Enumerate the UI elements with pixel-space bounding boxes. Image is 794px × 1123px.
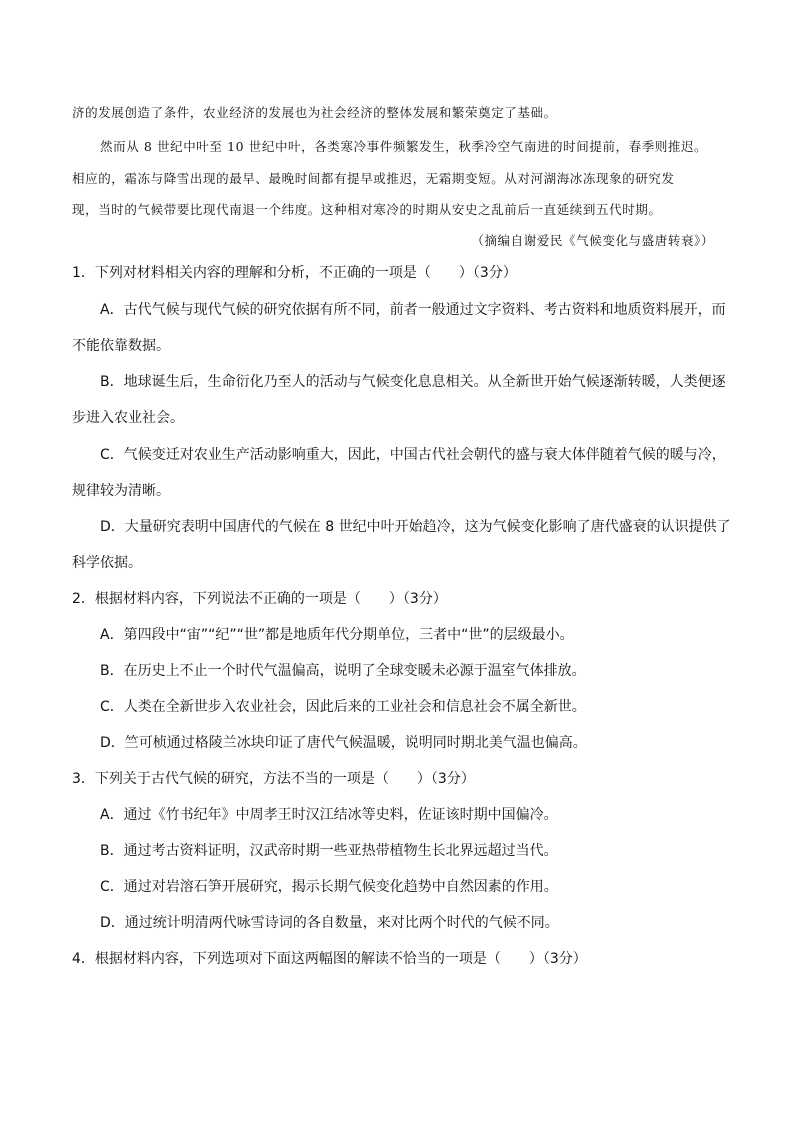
option-line: B．地球诞生后，生命衍化乃至人的活动与气候变化息息相关。从全新世开始气候逐渐转暖，人类便逐 — [100, 374, 726, 390]
option-line: C．通过对岩溶石笋开展研究，揭示长期气候变化趋势中自然因素的作用。 — [100, 879, 558, 895]
option-line: A．古代气候与现代气候的研究依据有所不同，前者一般通过文字资料、考古资料和地质资料展开，而 — [100, 302, 726, 318]
question-stem: 2．根据材料内容，下列说法不正确的一项是（ ）（3分） — [72, 591, 447, 607]
citation: （摘编自谢爱民《气候变化与盛唐转衰》） — [471, 233, 714, 248]
question-stem: 4．根据材料内容，下列选项对下面这两幅图的解读不恰当的一项是（ ）（3分） — [72, 951, 587, 967]
option-line: B．通过考古资料证明，汉武帝时期一些亚热带植物生长北界远超过当代。 — [100, 843, 558, 859]
option-line: D．大量研究表明中国唐代的气候在 8 世纪中叶开始趋冷，这为气候变化影响了唐代盛衰的认识提供了 — [100, 519, 731, 535]
passage-line: 现，当时的气候带要比现代南退一个纬度。这种相对寒冷的时期从安史之乱前后一直延续到五代时期。 — [72, 202, 662, 217]
option-line: 科学依据。 — [72, 555, 142, 571]
option-line: 不能依靠数据。 — [72, 338, 170, 354]
question-stem: 1．下列对材料相关内容的理解和分析，不正确的一项是（ ）（3分） — [72, 265, 517, 281]
option-line: 规律较为清晰。 — [72, 483, 170, 499]
option-line: A．通过《竹书纪年》中周孝王时汉江结冰等史料，佐证该时期中国偏冷。 — [100, 807, 558, 823]
passage-line: 济的发展创造了条件，农业经济的发展也为社会经济的整体发展和繁荣奠定了基础。 — [72, 105, 557, 120]
passage-line: 相应的，霜冻与降雪出现的最早、最晚时间都有提早或推迟，无霜期变短。从对河湖海冰冻现象的研究发 — [72, 171, 675, 186]
option-line: B．在历史上不止一个时代气温偏高，说明了全球变暖未必源于温室气体排放。 — [100, 663, 586, 679]
option-line: D．通过统计明清两代咏雪诗词的各自数量，来对比两个时代的气候不同。 — [100, 915, 559, 931]
option-line: A．第四段中“宙”“纪”“世”都是地质年代分期单位，三者中“世”的层级最小。 — [100, 627, 574, 643]
option-line: C．气候变迁对农业生产活动影响重大，因此，中国古代社会朝代的盛与衰大体伴随着气候的暖与冷， — [100, 447, 726, 463]
option-line: D．竺可桢通过格陵兰冰块印证了唐代气候温暖，说明同时期北美气温也偏高。 — [100, 735, 587, 751]
option-line: 步进入农业社会。 — [72, 410, 184, 426]
option-line: C．人类在全新世步入农业社会，因此后来的工业社会和信息社会不属全新世。 — [100, 699, 586, 715]
passage-line: 然而从 8 世纪中叶至 10 世纪中叶，各类寒冷事件频繁发生，秋季冷空气南进的时间提前，春季则推迟。 — [100, 139, 708, 154]
question-stem: 3．下列关于古代气候的研究，方法不当的一项是（ ）（3分） — [72, 771, 475, 787]
